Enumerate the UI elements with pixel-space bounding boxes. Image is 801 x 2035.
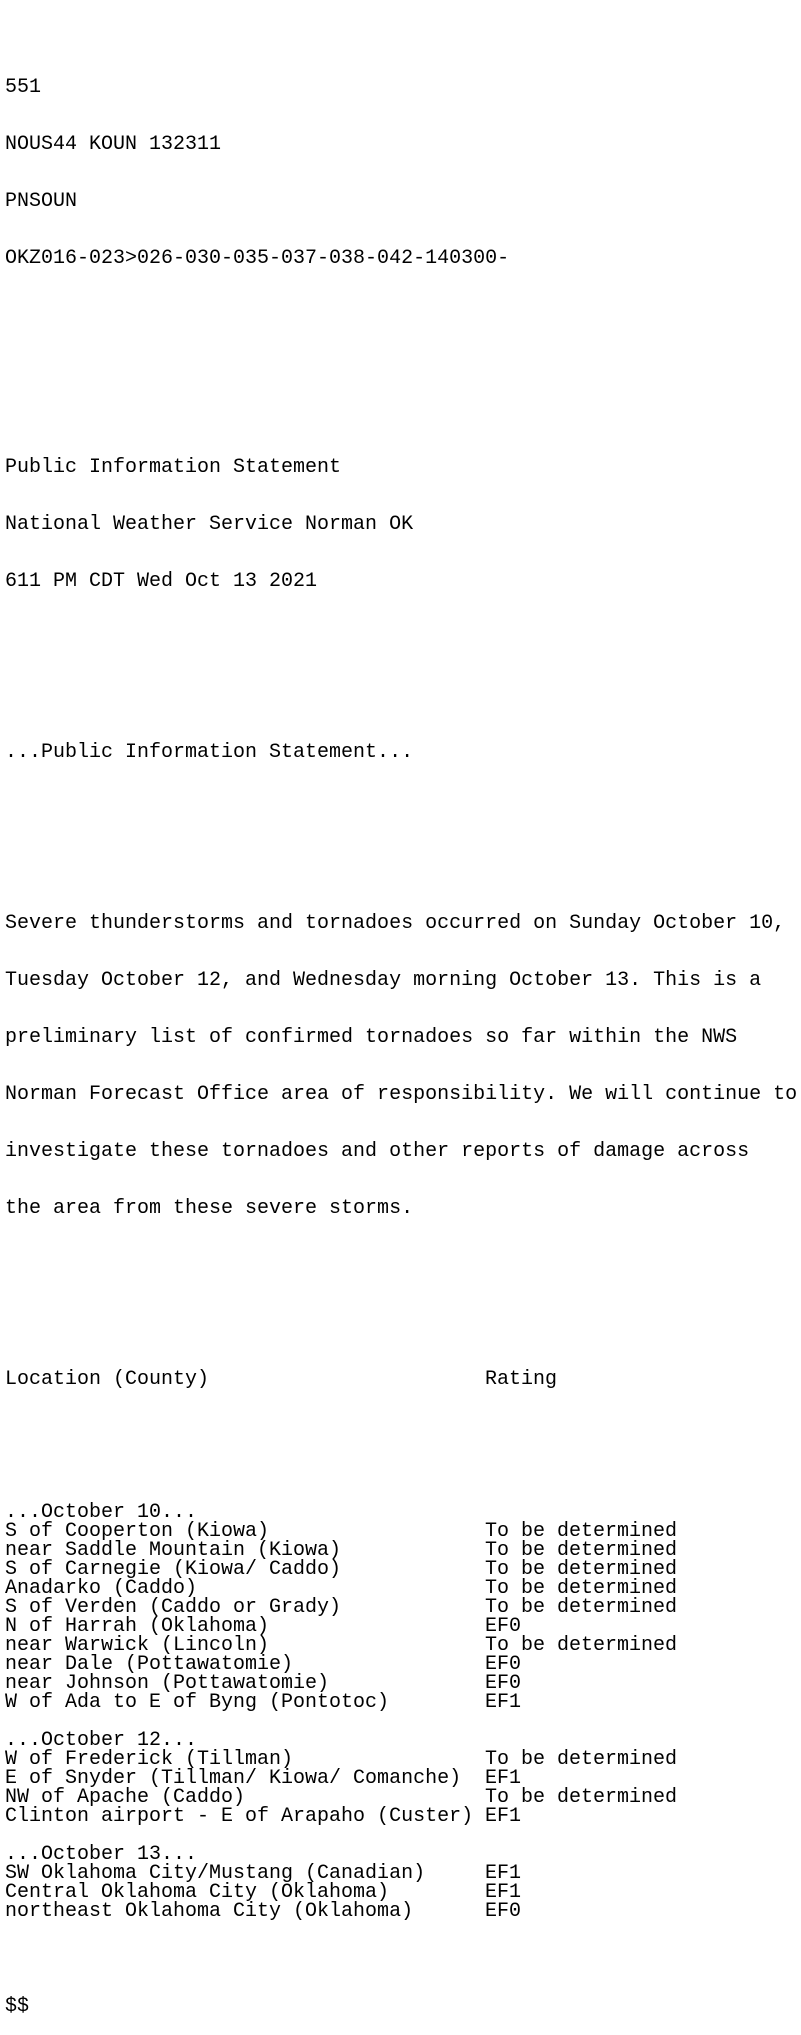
date-section [5,1845,801,1921]
table-row [5,1902,801,1921]
date-heading: ...October 12... [5,1729,198,1752]
rating-cell: EF0 [485,1653,522,1676]
location-cell: S of Verden (Caddo or Grady) [5,1596,342,1619]
date-section [5,1503,801,1712]
rating-cell: To be determined [485,1520,678,1543]
location-cell: Central Oklahoma City (Oklahoma) [5,1881,390,1904]
column-header-location: Location (County) [5,1368,210,1391]
product-header [5,40,801,306]
rating-cell: To be determined [485,1558,678,1581]
rating-cell: EF1 [485,1862,522,1885]
statement-heading: ...Public Information Statement... [5,741,414,764]
header-line: NOUS44 KOUN 132311 [5,133,222,156]
intro-line: the area from these severe storms. [5,1197,414,1220]
rating-cell: To be determined [485,1748,678,1771]
rating-cell: To be determined [485,1539,678,1562]
intro-line: investigate these tornadoes and other reports of damage across [5,1140,750,1163]
location-cell: S of Carnegie (Kiowa/ Caddo) [5,1558,342,1581]
date-section [5,1731,801,1826]
rating-cell: To be determined [485,1634,678,1657]
location-cell: SW Oklahoma City/Mustang (Canadian) [5,1862,426,1885]
location-cell: Clinton airport - E of Arapaho (Custer) [5,1805,474,1828]
spacer [5,1427,801,1446]
issuing-office: National Weather Service Norman OK [5,513,414,536]
rating-cell: EF0 [485,1900,522,1923]
date-heading: ...October 13... [5,1843,198,1866]
location-cell: Anadarko (Caddo) [5,1577,198,1600]
spacer [5,667,801,686]
title-block [5,420,801,629]
location-cell: near Saddle Mountain (Kiowa) [5,1539,342,1562]
spacer [5,800,801,819]
location-cell: near Johnson (Pottawatomie) [5,1672,330,1695]
location-cell: northeast Oklahoma City (Oklahoma) [5,1900,414,1923]
end-marker: $$ [5,1995,30,2018]
location-cell: N of Harrah (Oklahoma) [5,1615,270,1638]
header-line: 551 [5,76,42,99]
rating-cell: EF1 [485,1881,522,1904]
location-cell: NW of Apache (Caddo) [5,1786,246,1809]
tornado-list [5,1503,801,1940]
location-cell: W of Frederick (Tillman) [5,1748,294,1771]
intro-line: preliminary list of confirmed tornadoes so far within the NWS [5,1026,738,1049]
rating-cell: To be determined [485,1786,678,1809]
location-cell: E of Snyder (Tillman/ Kiowa/ Comanche) [5,1767,462,1790]
table-row [5,1693,801,1712]
spacer [5,344,801,363]
intro-line: Norman Forecast Office area of responsibility. We will continue to [5,1083,798,1106]
header-line: OKZ016-023>026-030-035-037-038-042-140300- [5,247,510,270]
rating-cell: EF1 [485,1691,522,1714]
location-cell: near Warwick (Lincoln) [5,1634,270,1657]
table-header [5,1370,801,1389]
intro-line: Tuesday October 12, and Wednesday morning October 13. This is a [5,969,762,992]
rating-cell: EF0 [485,1615,522,1638]
issue-time: 611 PM CDT Wed Oct 13 2021 [5,570,318,593]
rating-cell: EF0 [485,1672,522,1695]
column-header-rating: Rating [485,1368,558,1391]
location-cell: W of Ada to E of Byng (Pontotoc) [5,1691,390,1714]
rating-cell: To be determined [485,1577,678,1600]
statement-title: Public Information Statement [5,456,342,479]
rating-cell: To be determined [485,1596,678,1619]
rating-cell: EF1 [485,1805,522,1828]
location-cell: S of Cooperton (Kiowa) [5,1520,270,1543]
intro-line: Severe thunderstorms and tornadoes occurred on Sunday October 10, [5,912,786,935]
header-line: PNSOUN [5,190,78,213]
spacer [5,1921,801,1940]
location-cell: near Dale (Pottawatomie) [5,1653,294,1676]
table-row [5,1807,801,1826]
rating-cell: EF1 [485,1767,522,1790]
date-heading: ...October 10... [5,1501,198,1524]
spacer [5,1294,801,1313]
intro-paragraph [5,876,801,1256]
